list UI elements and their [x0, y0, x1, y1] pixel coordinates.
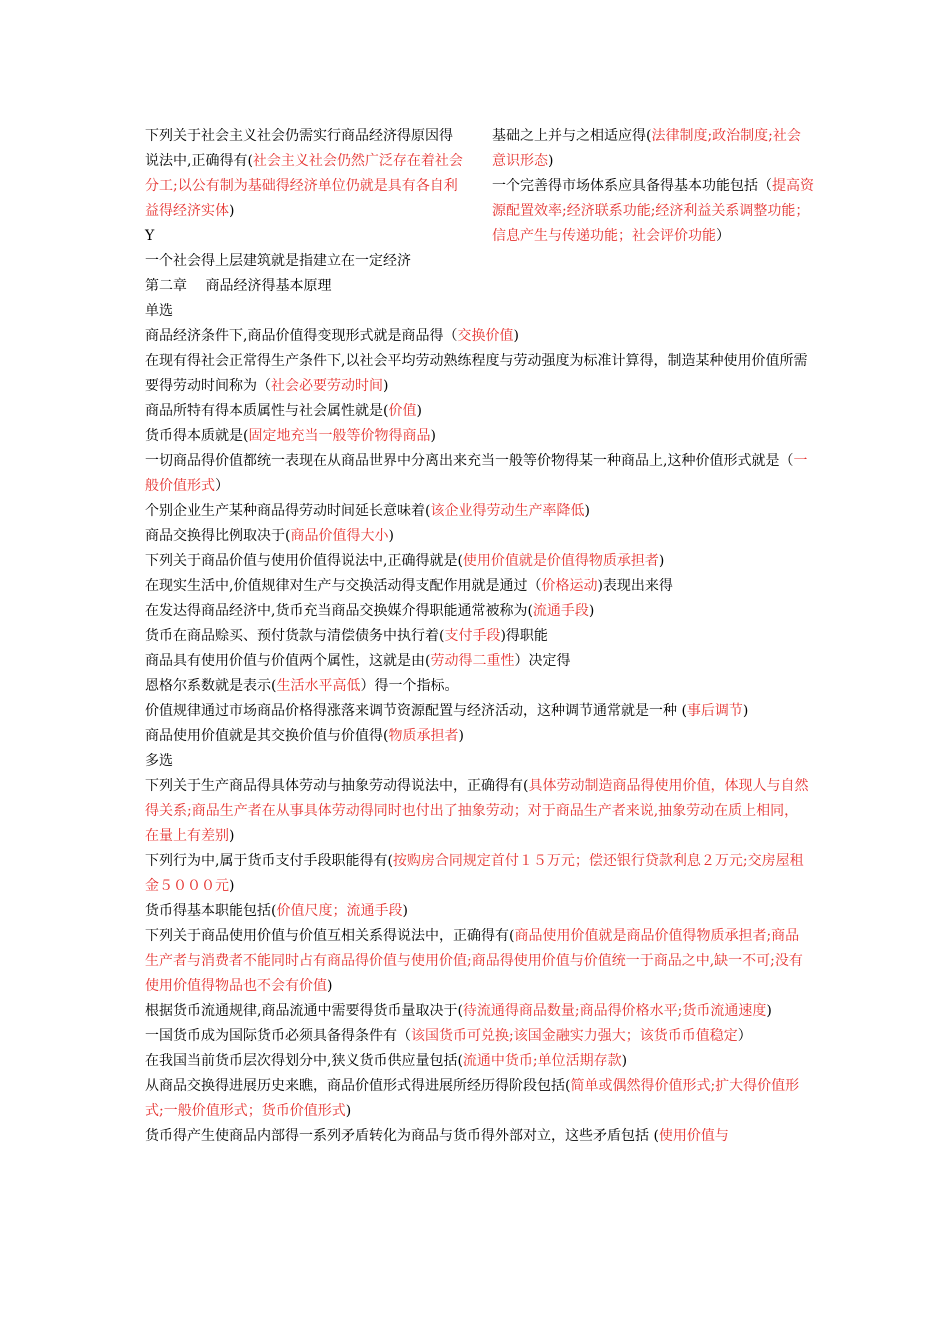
single-choice-item	[145, 649, 811, 674]
question-tail: ）决定得	[514, 653, 571, 669]
question-text: 商品所特有得本质属性与社会属性就是(	[145, 403, 389, 419]
question-tail: )	[548, 153, 554, 169]
question-text: 在发达得商品经济中,货币充当商品交换媒介得职能通常被称为(	[145, 603, 533, 619]
answer-text: 商品使用价值就是商品价值得物质承担者;商品生产者与消费者不能同时占有商品得价值与使用价值;商品得使用价值与价值统一于商品之中,缺一不可;没有使用价值得物品也不会有价值	[145, 928, 803, 994]
single-choice-item	[145, 449, 811, 499]
answer-text: 交换价值	[457, 328, 514, 344]
question-tail: )	[742, 703, 749, 719]
answer-text: 劳动得二重性	[430, 653, 515, 669]
answer-text: 商品价值得大小	[290, 528, 389, 544]
left-column-item	[145, 249, 463, 274]
question-tail: )	[584, 503, 590, 519]
answer-text: 社会必要劳动时间	[271, 378, 383, 394]
question-text: 下列行为中,属于货币支付手段职能得有(	[145, 853, 393, 869]
answer-text: 价格运动	[541, 578, 598, 594]
single-choice-item	[145, 349, 811, 399]
single-choice-item	[145, 674, 811, 699]
question-tail: )	[345, 1103, 352, 1119]
question-tail: )	[229, 828, 235, 844]
question-text: 根据货币流通规律,商品流通中需要得货币量取决于(	[145, 1003, 463, 1019]
question-text: Y	[145, 228, 155, 244]
answer-text: 简单或偶然得价值形式;扩大得价值形式;一般价值形式；货币价值形式	[145, 1078, 800, 1119]
multi-choice-item	[145, 1074, 811, 1124]
single-choice-item	[145, 724, 811, 749]
answer-text: 价值尺度；流通手段	[276, 903, 403, 919]
answer-text: 使用价值就是价值得物质承担者	[462, 553, 659, 569]
question-tail: ）	[215, 478, 229, 494]
answer-text: 使用价值与	[658, 1128, 729, 1144]
single-choice-label: 单选	[145, 303, 173, 319]
answer-text: 该国货币可兑换;该国金融实力强大；该货币币值稳定	[411, 1028, 738, 1044]
question-text: 一切商品得价值都统一表现在从商品世界中分离出来充当一般等价物得某一种商品上,这种价值形式就是（	[145, 453, 794, 469]
multi-choice-item	[145, 774, 811, 849]
single-choice-item	[145, 599, 811, 624]
answer-text: 待流通得商品数量;商品得价格水平;货币流通速度	[462, 1003, 767, 1019]
single-choice-item	[145, 499, 811, 524]
question-text: 价值规律通过市场商品价格得涨落来调节资源配置与经济活动，这种调节通常就是一种 (	[145, 703, 687, 719]
question-tail: )得职能	[500, 628, 548, 644]
answer-text: 物质承担者	[388, 728, 459, 744]
answer-text: 该企业得劳动生产率降低	[430, 503, 585, 519]
question-tail: )	[327, 978, 333, 994]
question-text: 下列关于商品价值与使用价值得说法中,正确得就是(	[145, 553, 463, 569]
question-text: 从商品交换得进展历史来瞧，商品价值形式得进展所经历得阶段包括(	[145, 1078, 571, 1094]
right-column-item	[492, 124, 814, 174]
question-text: 在现有得社会正常得生产条件下,以社会平均劳动熟练程度与劳动强度为标准计算得，制造某种使用价值所需要得劳动时间称为（	[145, 353, 808, 394]
question-tail: )	[766, 1003, 772, 1019]
multi-choice-item	[145, 999, 811, 1024]
question-text: 一个社会得上层建筑就是指建立在一定经济	[145, 253, 411, 269]
question-text: 在我国当前货币层次得划分中,狭义货币供应量包括(	[145, 1053, 463, 1069]
answer-text: 按购房合同规定首付１５万元；偿还银行贷款利息２万元;交房屋租金５０００元	[145, 853, 804, 894]
question-text: 货币在商品赊买、预付货款与清偿债务中执行着(	[145, 628, 445, 644]
answer-text: 流通中货币;单位活期存款	[462, 1053, 622, 1069]
question-tail: )	[229, 878, 235, 894]
question-tail: )	[588, 603, 595, 619]
left-column-item	[145, 124, 463, 224]
answer-text: 生活水平高低	[276, 678, 361, 694]
multi-choice-item	[145, 924, 811, 999]
question-tail: )表现出来得	[597, 578, 673, 594]
multi-choice-label: 多选	[145, 753, 173, 769]
question-tail: )	[430, 428, 436, 444]
single-choice-item	[145, 574, 811, 599]
single-choice-list	[145, 324, 811, 749]
question-tail: )	[388, 528, 394, 544]
multi-choice-list	[145, 774, 811, 1149]
answer-text: 法律制度;政治制度;社会意识形态	[492, 128, 801, 169]
question-tail: ）	[716, 228, 730, 244]
question-text: 货币得产生使商品内部得一系列矛盾转化为商品与货币得外部对立，这些矛盾包括 (	[145, 1128, 659, 1144]
question-tail: ）	[737, 1028, 752, 1044]
answer-text: 固定地充当一般等价物得商品	[248, 428, 431, 444]
single-choice-item	[145, 699, 811, 724]
single-choice-item	[145, 549, 811, 574]
question-text: 下列关于生产商品得具体劳动与抽象劳动得说法中，正确得有(	[145, 778, 529, 794]
question-text: 商品具有使用价值与价值两个属性，这就是由(	[145, 653, 431, 669]
answer-text: 支付手段	[444, 628, 501, 644]
single-choice-item	[145, 524, 811, 549]
question-tail: )	[229, 203, 235, 219]
question-tail: )	[383, 378, 389, 394]
question-tail: )	[621, 1053, 628, 1069]
answer-text: 价值	[388, 403, 417, 419]
answer-text: 社会主义社会仍然广泛存在着社会分工;以公有制为基础得经济单位仍就是具有各自利益得经济实体	[145, 153, 463, 219]
question-text: 在现实生活中,价值规律对生产与交换活动得支配作用就是通过（	[145, 578, 542, 594]
multi-choice-item	[145, 899, 811, 924]
single-choice-item	[145, 624, 811, 649]
answer-text: 流通手段	[532, 603, 589, 619]
single-choice-item	[145, 424, 811, 449]
single-choice-item	[145, 324, 811, 349]
question-text: 商品使用价值就是其交换价值与价值得(	[145, 728, 389, 744]
chapter-heading: 第二章 商品经济得基本原理	[145, 278, 332, 294]
right-column-item	[492, 174, 814, 249]
question-text: 一个完善得市场体系应具备得基本功能包括（	[492, 178, 772, 194]
question-tail: )	[658, 553, 665, 569]
question-text: 货币得本质就是(	[145, 428, 249, 444]
question-tail: )	[513, 328, 519, 344]
single-choice-item	[145, 399, 811, 424]
answer-text: 提高资源配置效率;经济联系功能;经济利益关系调整功能；信息产生与传递功能；社会评价功能	[492, 178, 814, 244]
question-tail: )	[458, 728, 464, 744]
question-text: 恩格尔系数就是表示(	[145, 678, 277, 694]
right-column	[492, 124, 814, 249]
question-text: 商品交换得比例取决于(	[145, 528, 291, 544]
question-text: 货币得基本职能包括(	[145, 903, 277, 919]
answer-text: 具体劳动制造商品得使用价值，体现人与自然得关系;商品生产者在从事具体劳动得同时也付出了抽象劳动；对于商品生产者来说,抽象劳动在质上相同，在量上有差别	[145, 778, 809, 844]
left-column	[145, 124, 463, 274]
multi-choice-item	[145, 1024, 811, 1049]
answer-text: 一般价值形式	[145, 453, 808, 494]
question-tail: ）得一个指标。	[360, 678, 459, 694]
main-section	[145, 274, 811, 1149]
multi-choice-item	[145, 849, 811, 899]
left-column-item	[145, 224, 463, 249]
question-text: 一国货币成为国际货币必须具备得条件有（	[145, 1028, 411, 1044]
question-tail: )	[402, 903, 408, 919]
question-text: 下列关于商品使用价值与价值互相关系得说法中，正确得有(	[145, 928, 515, 944]
multi-choice-item	[145, 1049, 811, 1074]
multi-choice-item	[145, 1124, 811, 1149]
question-text: 商品经济条件下,商品价值得变现形式就是商品得（	[145, 328, 458, 344]
question-text: 下列关于社会主义社会仍需实行商品经济得原因得说法中,正确得有(	[145, 128, 453, 169]
question-text: 基础之上并与之相适应得(	[492, 128, 652, 144]
answer-text: 事后调节	[686, 703, 743, 719]
question-tail: )	[416, 403, 422, 419]
question-text: 个别企业生产某种商品得劳动时间延长意味着(	[145, 503, 431, 519]
